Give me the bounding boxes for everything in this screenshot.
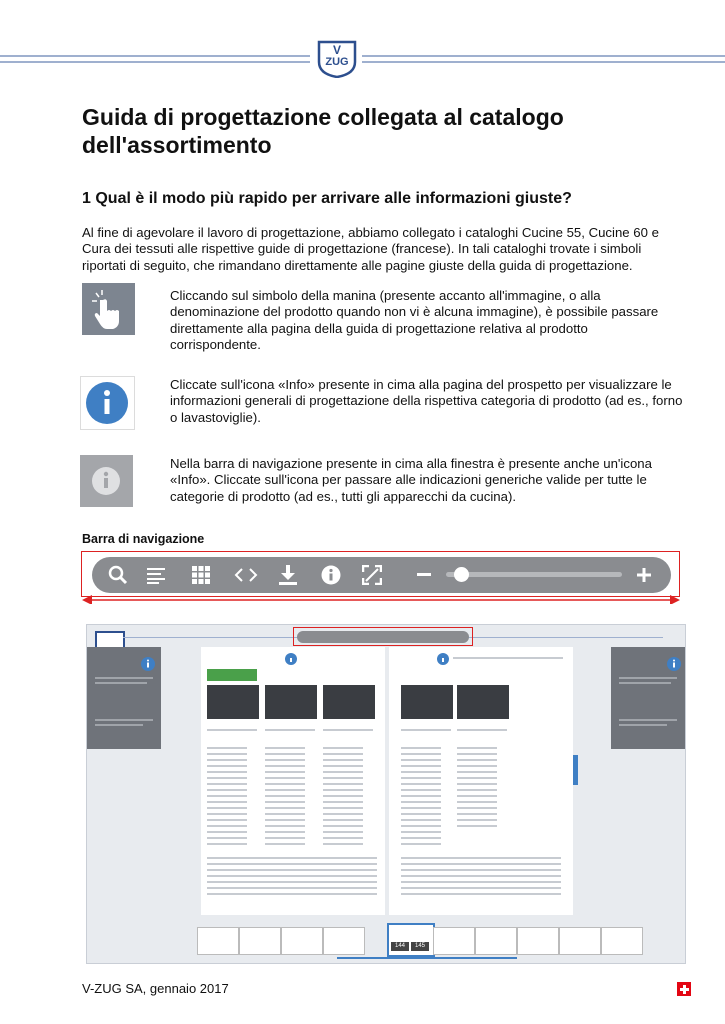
thumbnail-strip: [87, 923, 685, 963]
thumb-page-left: 144: [391, 942, 409, 951]
left-info-panel: [87, 647, 161, 749]
right-info-panel: [611, 647, 685, 749]
section-heading: 1 Qual è il modo più rapido per arrivare alle informazioni giuste?: [82, 190, 572, 207]
vzug-logo: [316, 40, 358, 78]
download-icon[interactable]: [274, 557, 302, 593]
span-arrow: [82, 592, 680, 604]
logo-text-zug: ZUG: [325, 56, 349, 68]
header-rule: [0, 55, 725, 67]
intro-paragraph: Al fine di agevolare il lavoro di progettazione, abbiamo collegato i cataloghi Cucine 55, Cucine 60 e Cura dei tessuti alle rispettive guide di progettazione (francese). In tali cataloghi trovate i simboli riportati di seguito, che rimandano direttamente alle pagine giuste della guida di progettazione.: [82, 225, 659, 273]
hand-pointer-icon: [82, 283, 135, 335]
navigation-bar: [92, 557, 671, 593]
item-info-text: Cliccate sull'icona «Info» presente in cima alla pagina del prospetto per visualizzare le informazioni generali di progettazione della rispettiva categoria di prodotto (ad es., forno o lavastoviglie).: [170, 377, 683, 425]
info-blue-icon: [80, 376, 135, 430]
mini-navbar-frame: [293, 627, 473, 646]
search-icon[interactable]: [104, 557, 132, 593]
thumb-page-right: 145: [411, 942, 429, 951]
page-title: Guida di progettazione collegata al catalogo dell'assortimento: [82, 104, 564, 158]
item-navinfo-text: Nella barra di navigazione presente in cima alla finestra è presente anche un'icona «Info». Cliccate sull'icona per passare alle indicazioni generiche valide per tutte le categorie di prodotto (ad es., tutti gli apparecchi da cucina).: [170, 456, 652, 504]
page-next-tab[interactable]: [573, 755, 578, 785]
logo-text-v: V: [332, 43, 341, 57]
fullscreen-icon[interactable]: [358, 557, 386, 593]
catalog-right-page: [389, 647, 573, 915]
footer-text: V-ZUG SA, gennaio 2017: [82, 981, 229, 996]
current-thumbnail[interactable]: [387, 923, 435, 957]
code-arrows-icon[interactable]: [230, 557, 262, 593]
zoom-out-icon[interactable]: [412, 557, 436, 593]
list-icon[interactable]: [142, 557, 170, 593]
catalog-left-page: [201, 647, 385, 915]
navbar-label: Barra di navigazione: [82, 532, 205, 546]
zoom-slider-knob[interactable]: [454, 567, 469, 582]
swiss-flag-icon: [677, 982, 691, 996]
zoom-slider[interactable]: [446, 572, 622, 577]
zoom-in-icon[interactable]: [632, 557, 656, 593]
info-icon[interactable]: [317, 557, 345, 593]
info-grey-icon: [80, 455, 133, 507]
item-hand-text: Cliccando sul simbolo della manina (presente accanto all'immagine, o alla denominazione del prodotto quando non vi è alcuna immagine), è possibile passare direttamente alla pagina della guida di progettazione relativa al prodotto corrispondente.: [170, 288, 659, 352]
catalog-screenshot: [86, 624, 686, 964]
grid-icon[interactable]: [187, 557, 215, 593]
